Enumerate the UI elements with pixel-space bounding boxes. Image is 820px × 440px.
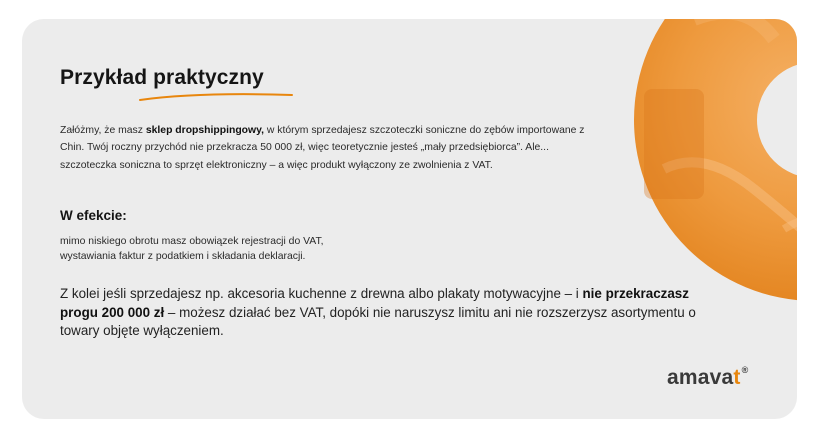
title-underline-decoration [138, 89, 294, 103]
effect-heading: W efekcie: [60, 208, 127, 223]
intro-text-bold: sklep dropshippingowy, [145, 125, 264, 136]
contrast-text-bold: nie przekraczasz progu 200 000 zł [60, 286, 689, 320]
effect-paragraph [60, 234, 400, 265]
contrast-text-start: Z kolei jeśli sprzedajesz np. akcesoria kuchenne z drewna albo plakaty motywacyjne – i [60, 286, 583, 301]
intro-text-end: w którym sprzedajesz szczoteczki soniczne do zębów importowane z Chin. Twój roczny przychód nie przekracza 50 000 zł, więc teoretycznie jesteś „mały przedsiębiorca”. Ale... szczoteczka soniczna to sprzęt elektroniczny – a więc produkt wyłączony ze zwolnienia z VAT. [60, 125, 585, 171]
effect-line-2: wystawiania faktur z podatkiem i składania deklaracji. [60, 251, 306, 263]
intro-text-start: Załóżmy, że masz [60, 125, 146, 136]
content-card [22, 19, 797, 419]
effect-line-1: mimo niskiego obrotu masz obowiązek rejestracji do VAT, [60, 236, 324, 247]
contrast-paragraph [60, 285, 700, 341]
decorative-orange-ring-photo [634, 19, 797, 301]
contrast-text-end: – możesz działać bez VAT, dopóki nie naruszysz limitu ani nie rozszerzysz asortymentu o towary objęte wyłączeniem. [60, 304, 696, 339]
page-title: Przykład praktyczny [60, 66, 264, 89]
registered-mark: ® [741, 365, 749, 375]
logo-accent-letter: t [733, 366, 741, 389]
amavat-logo [667, 366, 748, 390]
intro-paragraph [60, 122, 590, 174]
logo-text: amava [667, 366, 734, 389]
